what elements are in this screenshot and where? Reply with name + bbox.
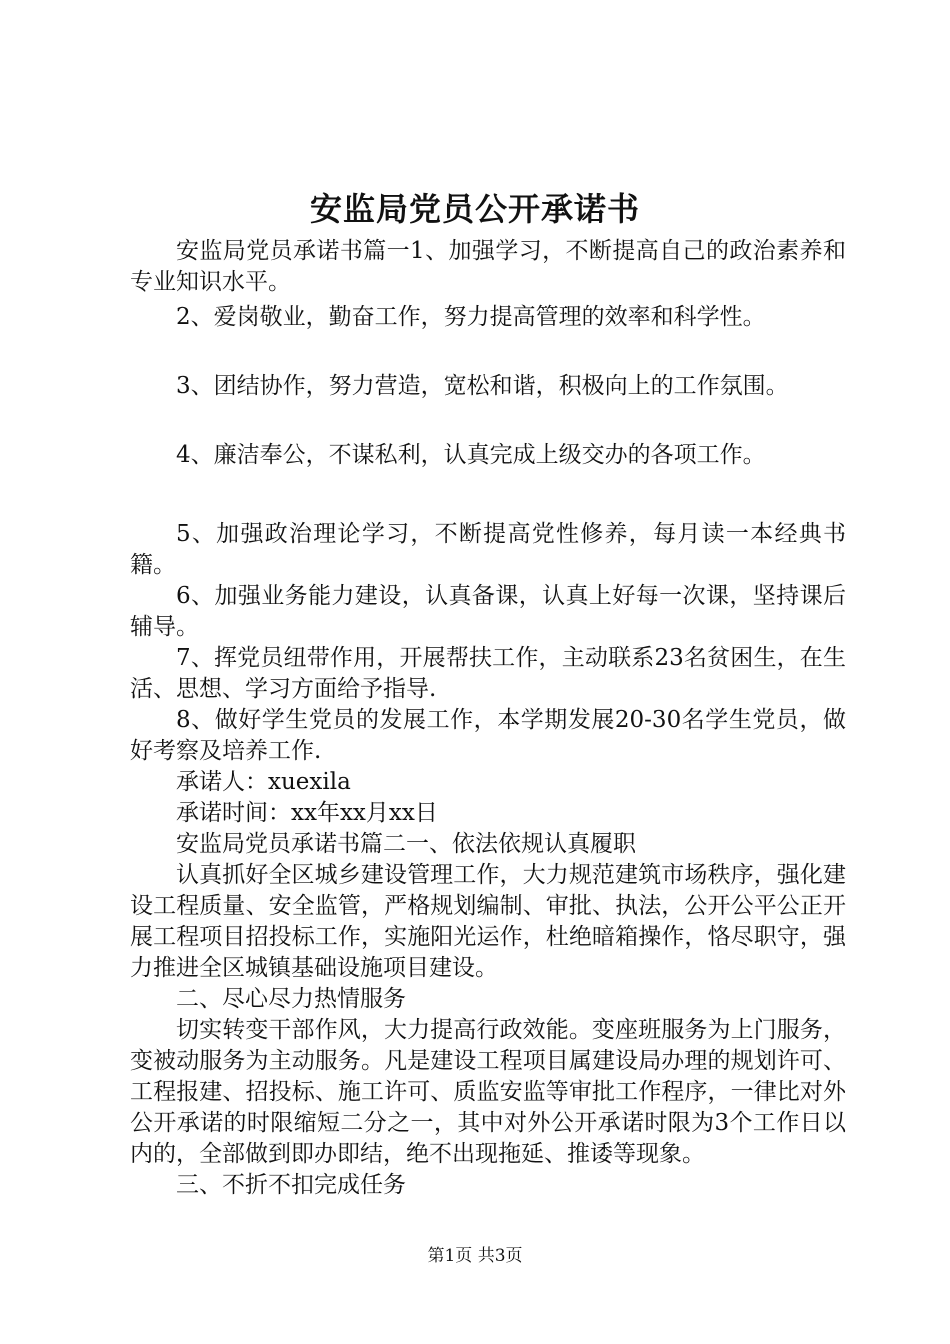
paragraph-intro-item-1: 安监局党员承诺书篇一1、加强学习，不断提高自己的政治素养和专业知识水平。 <box>130 238 846 295</box>
section-two-heading: 安监局党员承诺书篇二一、依法依规认真履职 <box>176 831 636 857</box>
paragraph-item-3: 3、团结协作，努力营造，宽松和谐，积极向上的工作氛围。 <box>176 373 789 399</box>
section-heading-service: 二、尽心尽力热情服务 <box>176 986 406 1012</box>
paragraph-item-7: 7、挥党员纽带作用，开展帮扶工作，主动联系23名贫困生，在生活、思想、学习方面给予指导. <box>130 645 846 702</box>
paragraph-item-8: 8、做好学生党员的发展工作，本学期发展20-30名学生党员，做好考察及培养工作. <box>130 707 846 764</box>
signatory-line: 承诺人：xuexila <box>176 769 351 795</box>
paragraph-item-2: 2、爱岗敬业，勤奋工作，努力提高管理的效率和科学性。 <box>176 304 766 330</box>
paragraph-duty: 认真抓好全区城乡建设管理工作，大力规范建筑市场秩序，强化建设工程质量、安全监管，严格规划编制、审批、执法，公开公平公正开展工程项目招投标工作，实施阳光运作，杜绝暗箱操作，恪尽职守，强力推进全区城镇基础设施项目建设。 <box>130 862 846 981</box>
paragraph-service: 切实转变干部作风，大力提高行政效能。变座班服务为上门服务，变被动服务为主动服务。凡是建设工程项目属建设局办理的规划许可、工程报建、招投标、施工许可、质监安监等审批工作程序，一律比对外公开承诺的时限缩短二分之一，其中对外公开承诺时限为3个工作日以内的，全部做到即办即结，绝不出现拖延、推诿等现象。 <box>130 1017 846 1167</box>
paragraph-item-5: 5、加强政治理论学习，不断提高党性修养，每月读一本经典书籍。 <box>130 521 846 578</box>
document-title: 安监局党员公开承诺书 <box>309 190 640 228</box>
paragraph-item-6: 6、加强业务能力建设，认真备课，认真上好每一次课，坚持课后辅导。 <box>130 583 846 640</box>
section-heading-task: 三、不折不扣完成任务 <box>176 1172 406 1198</box>
page-footer: 第1页 共3页 <box>427 1246 523 1266</box>
document-body <box>130 236 846 1201</box>
date-line: 承诺时间：xx年xx月xx日 <box>176 800 438 826</box>
paragraph-item-4: 4、廉洁奉公，不谋私利，认真完成上级交办的各项工作。 <box>176 442 766 468</box>
